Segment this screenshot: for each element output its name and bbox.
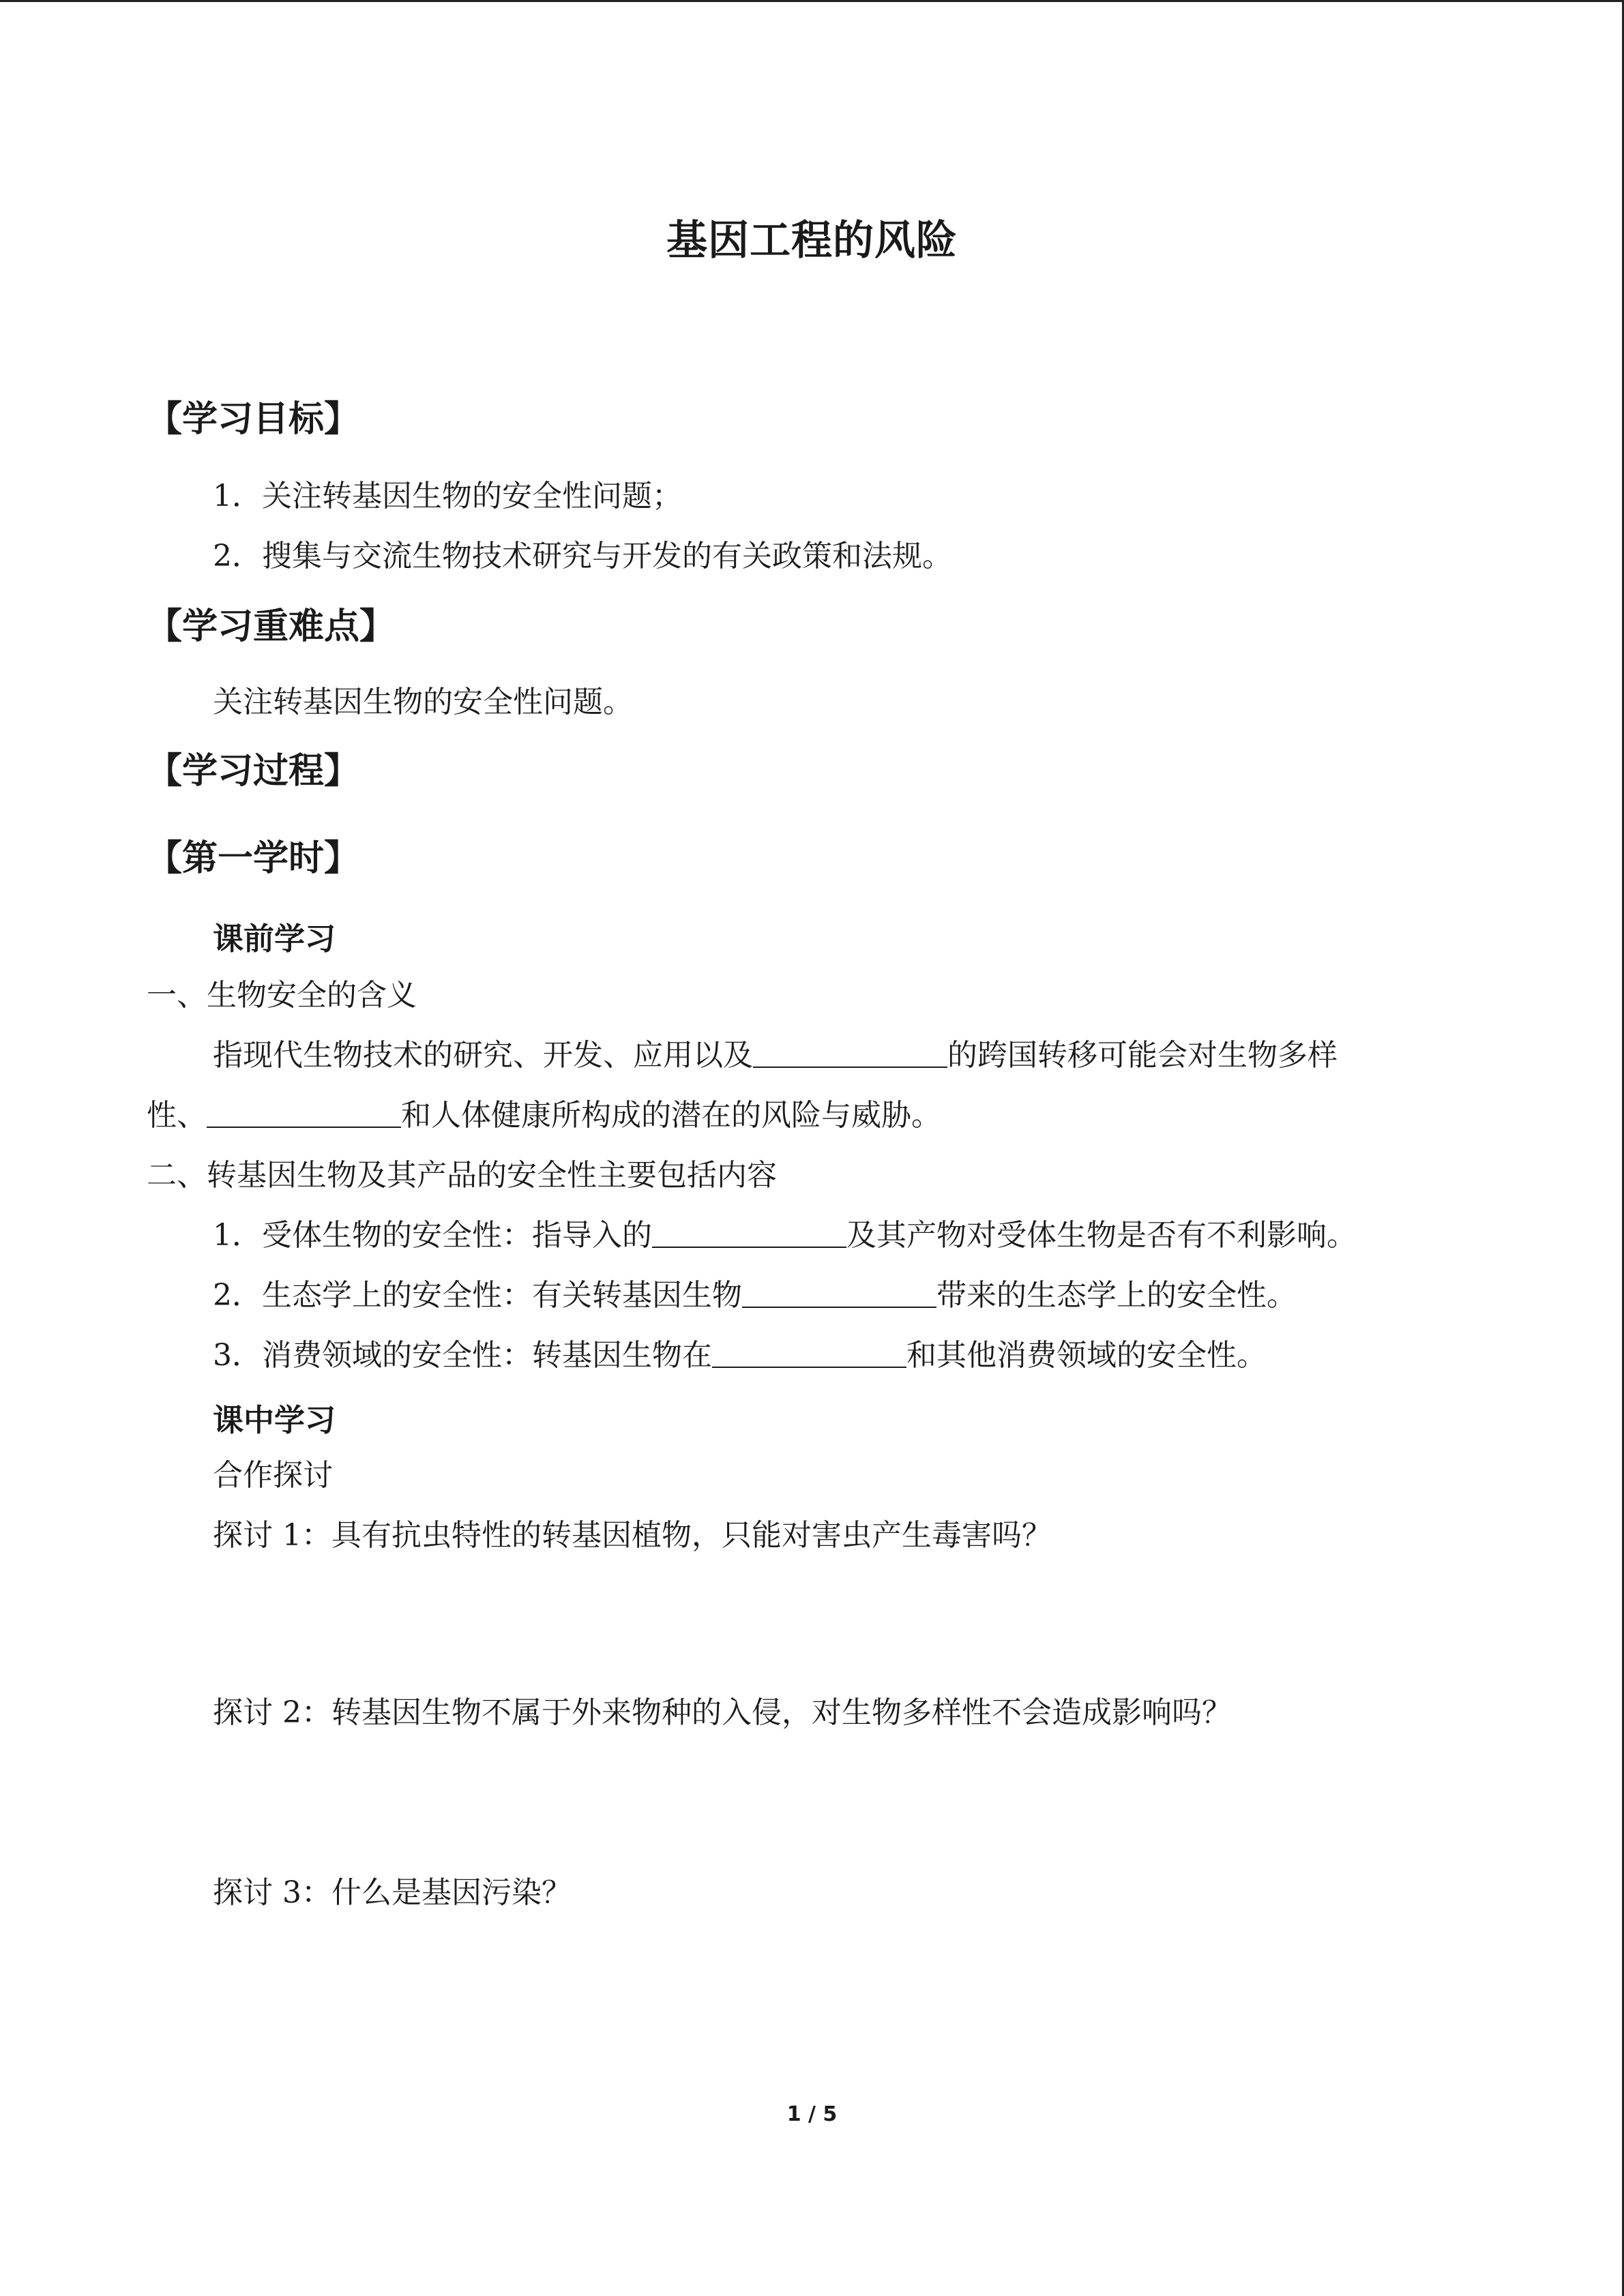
objective-item-2: 2．搜集与交流生物技术研究与开发的有关政策和法规。 [213,539,952,573]
process-heading: 【学习过程】 [147,751,360,792]
section2-item-3-start: 3．消费领域的安全性：转基因生物在 [213,1338,712,1373]
section2-item-3-end: 和其他消费领域的安全性。 [906,1338,1267,1373]
section2-item-2-start: 2．生态学上的安全性：有关转基因生物 [213,1278,742,1313]
discussion-1: 探讨 1：具有抗虫特性的转基因植物，只能对害虫产生毒害吗？ [213,1518,1052,1553]
fill-blank-5 [712,1337,906,1368]
section1-line1 [213,1035,1338,1076]
fill-blank-1 [753,1037,947,1068]
objective-item-1: 1．关注转基因生物的安全性问题； [213,479,682,513]
fill-blank-4 [742,1277,936,1308]
first-period-heading: 【第一学时】 [147,838,360,879]
section2-item-1 [213,1215,1357,1256]
section2-item-1-start: 1．受体生物的安全性：指导入的 [213,1218,652,1253]
objectives-heading: 【学习目标】 [147,399,360,440]
pre-class-label: 课前学习 [213,921,336,957]
section1-line2-end: 和人体健康所构成的潜在的风险与威胁。 [401,1098,941,1133]
discussion-3: 探讨 3：什么是基因污染？ [213,1875,572,1910]
section2-title: 二、转基因生物及其产品的安全性主要包括内容 [147,1158,777,1193]
key-points-text: 关注转基因生物的安全性问题。 [213,685,633,719]
discussion-2: 探讨 2：转基因生物不属于外来物种的入侵，对生物多样性不会造成影响吗？ [213,1695,1232,1730]
key-points-heading: 【学习重难点】 [147,606,396,647]
page-number: 1 / 5 [786,2102,838,2126]
section1-line2-start: 性、 [147,1098,207,1133]
section2-item-3 [213,1335,1267,1376]
section1-line1-end: 的跨国转移可能会对生物多样 [947,1038,1338,1073]
section1-title: 一、生物安全的含义 [147,978,417,1013]
cooperative-label: 合作探讨 [213,1458,333,1493]
section1-line2 [147,1095,941,1136]
section1-line1-start: 指现代生物技术的研究、开发、应用以及 [213,1038,753,1073]
section2-item-2-end: 带来的生态学上的安全性。 [936,1278,1297,1313]
section2-item-1-end: 及其产物对受体生物是否有不利影响。 [846,1218,1357,1253]
section2-item-2 [213,1275,1297,1316]
document-title: 基因工程的风险 [666,217,958,265]
in-class-label: 课中学习 [213,1402,336,1438]
fill-blank-3 [652,1217,846,1248]
fill-blank-2 [207,1097,401,1128]
